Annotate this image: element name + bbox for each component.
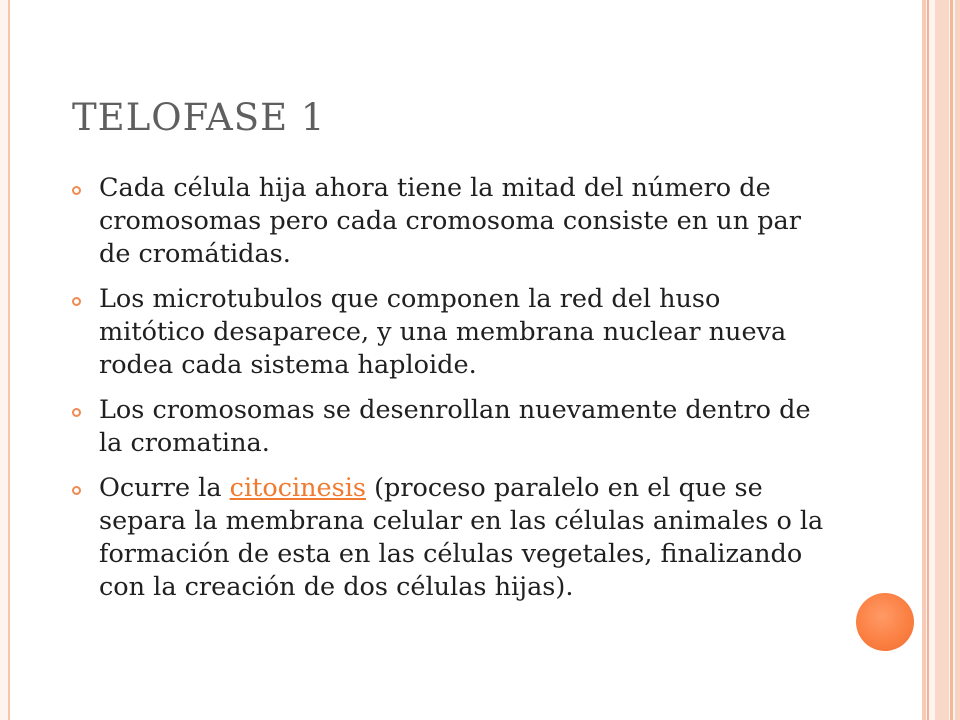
bullet-circle-icon — [72, 486, 81, 495]
slide-title: TELOFASE 1 — [72, 96, 326, 139]
decorative-rail — [927, 0, 929, 720]
bullet-circle-icon — [72, 408, 81, 417]
bullet-item — [70, 172, 830, 271]
bullet-circle-icon — [72, 186, 81, 195]
bullet-text: Los microtubulos que componen la red del huso mitótico desaparece, y una membrana nuclear nueva rodea cada sistema haploide. — [99, 284, 787, 380]
bullet-item — [70, 394, 830, 460]
bullet-list — [70, 172, 830, 616]
orange-circle-decoration — [856, 593, 914, 651]
bullet-item — [70, 283, 830, 382]
bullet-text: Los cromosomas se desenrollan nuevamente dentro de la cromatina. — [99, 395, 811, 458]
decorative-rail — [955, 0, 960, 720]
slide-canvas — [8, 0, 922, 720]
bullet-circle-icon — [72, 297, 81, 306]
citocinesis-link[interactable]: citocinesis — [229, 473, 366, 503]
decorative-rail — [935, 0, 949, 720]
bullet-text-suffix: (proceso paralelo en el que se separa la membrana celular en las células animales o la formación de esta en las células vegetales, finalizando con la creación de dos células hijas). — [99, 473, 824, 602]
bullet-text: Cada célula hija ahora tiene la mitad del número de cromosomas pero cada cromosoma consiste en un par de cromátidas. — [99, 173, 801, 269]
bullet-item — [70, 472, 830, 604]
bullet-text-prefix: Ocurre la — [99, 473, 230, 503]
decorative-rail — [950, 0, 953, 720]
